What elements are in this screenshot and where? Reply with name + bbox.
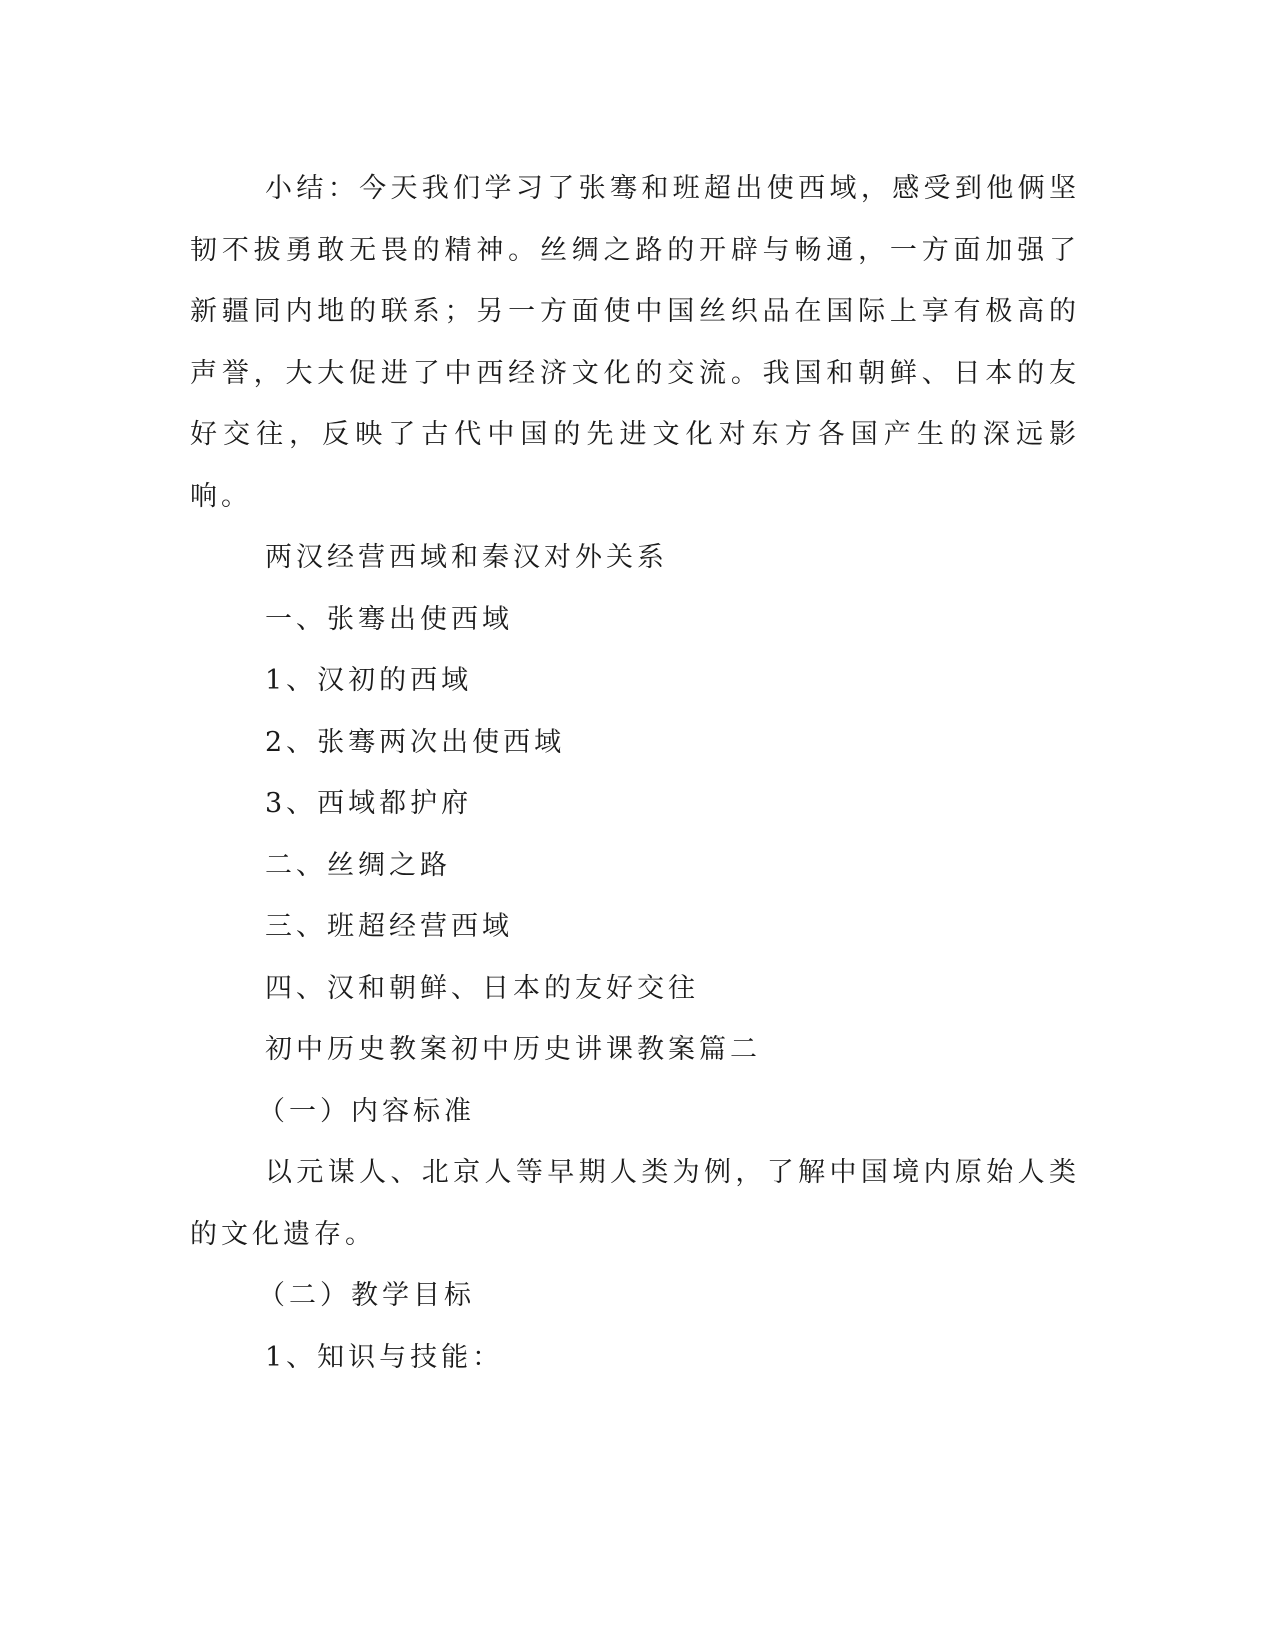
content-standard-heading: （一）内容标准 bbox=[258, 1095, 475, 1127]
outline-item-5: 二、丝绸之路 bbox=[265, 849, 451, 881]
document-body bbox=[190, 158, 1080, 1388]
outline-item-1: 一、张骞出使西域 bbox=[265, 603, 513, 635]
outline-item-2: 1、汉初的西域 bbox=[265, 665, 473, 696]
knowledge-skills-heading: 1、知识与技能： bbox=[265, 1341, 504, 1373]
outline-item-3: 2、张骞两次出使西域 bbox=[265, 726, 566, 758]
outline-item-6: 三、班超经营西域 bbox=[265, 911, 513, 942]
summary-paragraph: 小结：今天我们学习了张骞和班超出使西域，感受到他俩坚韧不拔勇敢无畏的精神。丝绸之路的开辟与畅通，一方面加强了新疆同内地的联系；另一方面使中国丝织品在国际上享有极高的声誉，大大促进了中西经济文化的交流。我国和朝鲜、日本的友好交往，反映了古代中国的先进文化对东方各国产生的深远影响。 bbox=[190, 173, 1080, 512]
outline-item-7: 四、汉和朝鲜、日本的友好交往 bbox=[265, 972, 699, 1004]
outline-title: 两汉经营西域和秦汉对外关系 bbox=[265, 542, 668, 573]
section-title: 初中历史教案初中历史讲课教案篇二 bbox=[265, 1034, 761, 1065]
content-standard-text: 以元谋人、北京人等早期人类为例，了解中国境内原始人类的文化遗存。 bbox=[190, 1157, 1080, 1250]
teaching-goals-heading: （二）教学目标 bbox=[258, 1280, 475, 1311]
outline-item-4: 3、西域都护府 bbox=[265, 788, 473, 819]
